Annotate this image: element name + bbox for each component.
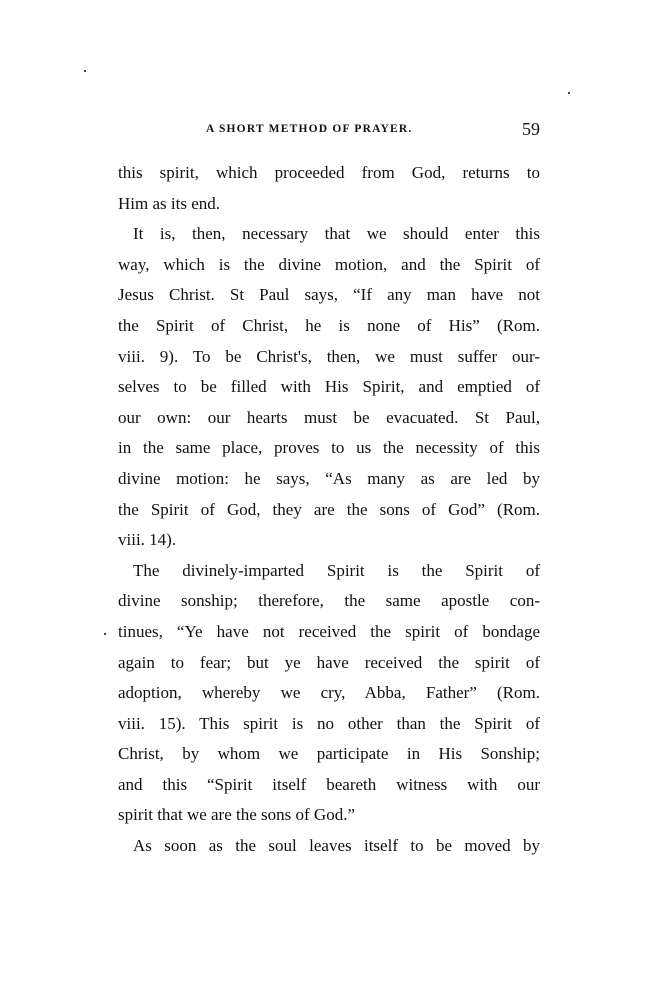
body-text — [118, 158, 540, 862]
scan-speck — [568, 92, 570, 94]
text-line: viii. 14). — [118, 530, 177, 550]
text-line: Christ, by whom we participate in His Sonship; — [118, 744, 540, 764]
running-title: A SHORT METHOD OF PRAYER. — [206, 123, 413, 135]
text-line: spirit that we are the sons of God.” — [118, 805, 355, 825]
text-line: divine motion: he says, “As many as are led by — [118, 468, 540, 488]
text-line: The divinely-imparted Spirit is the Spirit of — [133, 560, 540, 580]
text-line: viii. 9). To be Christ's, then, we must suffer our- — [118, 346, 540, 366]
text-line: Him as its end. — [118, 193, 220, 213]
text-line: the Spirit of God, they are the sons of God” (Rom. — [118, 499, 540, 519]
text-line: this spirit, which proceeded from God, returns to — [118, 163, 540, 182]
text-line: Jesus Christ. St Paul says, “If any man have not — [118, 285, 540, 305]
running-header — [118, 119, 540, 143]
text-line: our own: our hearts must be evacuated. St Paul, — [118, 407, 540, 427]
text-line: and this “Spirit itself beareth witness with our — [118, 774, 540, 794]
text-line: It is, then, necessary that we should enter this — [133, 224, 540, 244]
text-line: adoption, whereby we cry, Abba, Father” (Rom. — [118, 683, 540, 703]
text-line: As soon as the soul leaves itself to be moved by — [133, 836, 540, 856]
text-line: again to fear; but ye have received the spirit of — [118, 652, 540, 672]
text-line: viii. 15). This spirit is no other than the Spirit of — [118, 713, 540, 733]
text-line: divine sonship; therefore, the same apostle con- — [118, 591, 540, 611]
scan-speck — [84, 70, 86, 72]
page-number: 59 — [522, 119, 540, 139]
text-line: tinues, “Ye have not received the spirit of bondage — [118, 621, 540, 641]
text-line: the Spirit of Christ, he is none of His” (Rom. — [118, 315, 540, 335]
text-line: selves to be filled with His Spirit, and emptied of — [118, 377, 540, 397]
scan-speck — [104, 633, 106, 635]
text-line: way, which is the divine motion, and the Spirit of — [118, 254, 540, 274]
text-line: in the same place, proves to us the necessity of this — [118, 438, 540, 458]
